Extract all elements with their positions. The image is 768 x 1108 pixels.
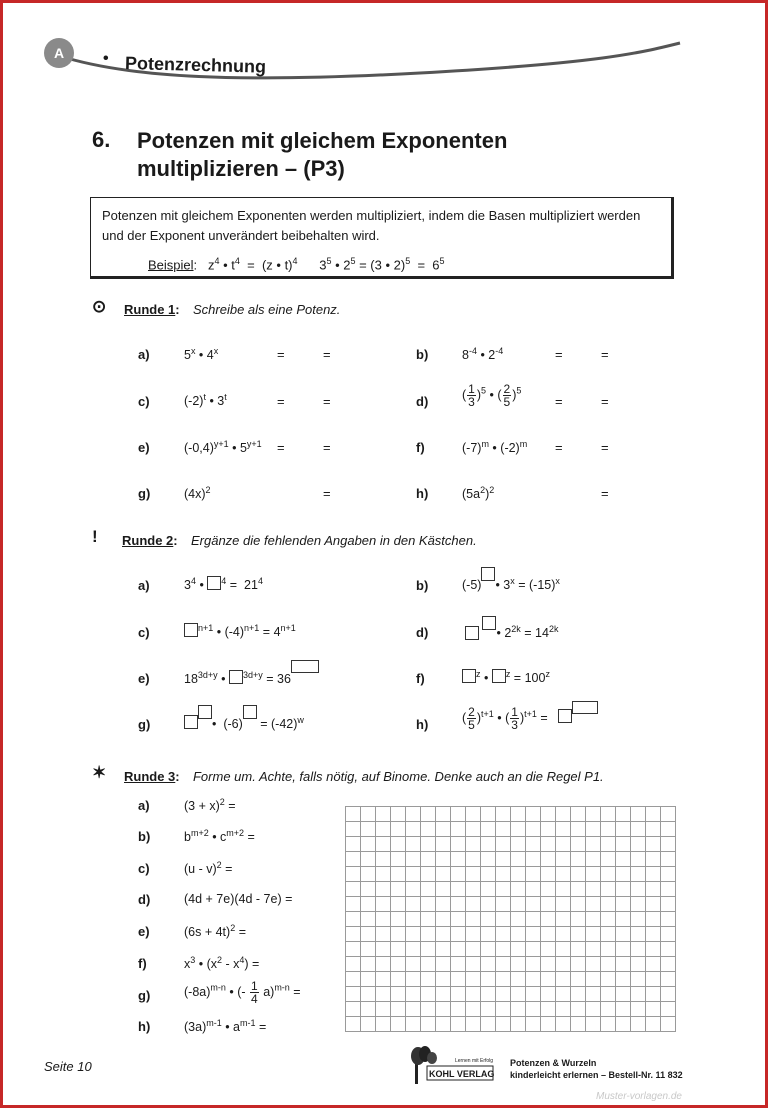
watermark: Muster-vorlagen.de [596, 1091, 682, 1102]
r3-expr-d: (4d + 7e)(4d - 7e) = [184, 892, 293, 906]
r2-expr-a: $3^4$ • $^4 = 21^4$ [184, 576, 263, 593]
answer-box[interactable] [572, 701, 598, 714]
section-badge: A [44, 38, 74, 68]
section-number: 6. [92, 127, 111, 152]
r1-expr-f: $(-7)^m$ • $(-2)^m$ [462, 439, 528, 456]
round3-label: Runde 3 [124, 769, 176, 784]
r1-expr-a: 5$^x$ • 4$^x$ [184, 346, 219, 363]
r1-label-h: h) [416, 486, 429, 501]
r1-expr-c: $(-2)^t$ • 3$^t$ [184, 392, 227, 409]
r1-label-g: g) [138, 486, 151, 501]
round2-task: Ergänze die fehlenden Angaben in den Kästchen. [190, 533, 477, 548]
r1-expr-d: ( $\frac{1}{3}$ )$^5$ • ( $\frac{2}{5}$ )$^5$ [462, 382, 522, 409]
r1-label-a: a) [138, 347, 150, 362]
grid-paper[interactable] [345, 806, 676, 1032]
r1-eq: = [601, 394, 609, 409]
r1-eq: = [555, 440, 563, 455]
round1-task: Schreibe als eine Potenz. [192, 302, 341, 317]
product-title: Potenzen & Wurzeln [510, 1058, 597, 1068]
exclamation-icon: ! [92, 527, 98, 546]
rule-text: Potenzen mit gleichem Exponenten werden multipliziert, indem die Basen multipliziert werden und der Exponent unverändert beibehalten wird. [102, 208, 641, 243]
logo-tagline: Lernen mit Erfolg [455, 1058, 494, 1064]
r2-label-g: g) [138, 717, 151, 732]
r2-label-c: c) [138, 625, 150, 640]
r1-expr-e: $(-0,4)^{y+1}$ • $5^{y+1}$ [184, 439, 262, 456]
r3-expr-a: $(3 + x)^2$ = [184, 797, 236, 814]
r3-label-d: d) [138, 892, 151, 907]
r1-eq: = [277, 347, 285, 362]
tree-logo-icon [410, 1044, 494, 1086]
header-bullet: • [103, 50, 109, 67]
r3-label-g: g) [138, 988, 151, 1003]
answer-box[interactable] [184, 715, 198, 729]
round1-heading [124, 301, 340, 319]
r3-label-e: e) [138, 924, 150, 939]
answer-box[interactable] [198, 705, 212, 719]
round2-colon: : [173, 533, 178, 548]
product-order: kinderleicht erlernen – Bestell-Nr. 11 832 [510, 1070, 683, 1080]
r1-eq: = [601, 440, 609, 455]
r3-label-c: c) [138, 861, 150, 876]
round1-label: Runde 1 [124, 302, 176, 317]
r3-expr-g: $(-8a)^{m-n}$ • (- $\frac{1}{4}$ a)$^{m-n}$ = [184, 979, 301, 1006]
r3-label-b: b) [138, 829, 151, 844]
example-colon: : [193, 257, 198, 273]
r1-eq: = [555, 394, 563, 409]
r2-expr-d: • $2^{2k} = 14^{2k}$ [465, 616, 558, 632]
answer-box[interactable] [184, 623, 198, 637]
r1-eq: = [277, 394, 285, 409]
section-title [137, 127, 507, 183]
r2-expr-c: $^{n+1}$ • $(-4)^{n+1} = 4^{n+1}$ [184, 623, 296, 639]
r2-expr-b: (-5) • $3^x = (-15)^x$ [462, 567, 560, 583]
r3-expr-f: $x^3$ • $(x^2 - x^4)$ = [184, 955, 260, 972]
r1-eq: = [323, 486, 331, 501]
answer-box[interactable] [482, 616, 496, 630]
r1-label-d: d) [416, 394, 429, 409]
r1-eq: = [323, 347, 331, 362]
r1-eq: = [555, 347, 563, 362]
logo-text: KOHL VERLAG [429, 1069, 495, 1079]
round2-label: Runde 2 [122, 533, 174, 548]
answer-box[interactable] [558, 709, 572, 723]
answer-box[interactable] [462, 669, 476, 683]
r2-expr-f: $^z$ • $^z = 100^z$ [462, 669, 550, 685]
r2-label-f: f) [416, 671, 425, 686]
round3-colon: : [175, 769, 180, 784]
header-title: Potenzrechnung [124, 53, 267, 77]
r3-expr-b: $b^{m+2}$ • $c^{m+2}$ = [184, 828, 255, 845]
r2-label-h: h) [416, 717, 429, 732]
answer-box[interactable] [465, 626, 479, 640]
r1-eq: = [323, 394, 331, 409]
r2-label-b: b) [416, 578, 429, 593]
r2-label-a: a) [138, 578, 150, 593]
round3-task: Forme um. Achte, falls nötig, auf Binome. Denke auch an die Regel P1. [192, 769, 604, 784]
answer-box[interactable] [492, 669, 506, 683]
answer-box[interactable] [291, 660, 319, 673]
r3-expr-c: (u - v)$^2$ = [184, 860, 233, 877]
example-label: Beispiel [148, 257, 194, 273]
answer-box[interactable] [481, 567, 495, 581]
r1-label-e: e) [138, 440, 150, 455]
r2-label-e: e) [138, 671, 150, 686]
r1-expr-b: $8^{-4}$ • $2^{-4}$ [462, 346, 504, 363]
r1-eq: = [277, 440, 285, 455]
page-number: Seite 10 [44, 1059, 92, 1074]
r1-expr-g: $(4x)^2$ [184, 485, 211, 502]
section-title-line2: multiplizieren – (P3) [137, 156, 345, 181]
round2-heading [122, 532, 477, 550]
r1-label-f: f) [416, 440, 425, 455]
star-icon: ✶ [92, 763, 107, 782]
section-title-line1: Potenzen mit gleichem Exponenten [137, 128, 508, 153]
r3-expr-e: $(6s + 4t)^2$ = [184, 923, 246, 940]
round3-heading [124, 768, 604, 786]
r3-label-f: f) [138, 956, 147, 971]
round1-colon: : [175, 302, 180, 317]
r1-eq: = [601, 486, 609, 501]
answer-box[interactable] [229, 670, 243, 684]
r3-label-a: a) [138, 798, 150, 813]
answer-box[interactable] [243, 705, 257, 719]
r1-eq: = [601, 347, 609, 362]
rule-example: Beispiel: $z^4$ • $t^4 = (z$ • t)$^4$ $3^5$ • $2^5 = (3$ • $2)^5 = 6^5$ [148, 256, 445, 273]
r2-label-d: d) [416, 625, 429, 640]
r1-expr-h: $(5a^2)^2$ [462, 485, 495, 502]
r3-label-h: h) [138, 1019, 151, 1034]
r2-expr-g: • $(-6) = (-42)^w$ [184, 705, 304, 721]
r1-eq: = [323, 440, 331, 455]
r2-expr-e: $18^{3d+y}$ • $^{3d+y}$ = 36 [184, 660, 319, 676]
target-icon: ⊙ [92, 297, 107, 316]
r3-expr-h: $(3a)^{m-1}$ • $a^{m-1}$ = [184, 1018, 267, 1035]
r1-label-b: b) [416, 347, 429, 362]
r1-label-c: c) [138, 394, 150, 409]
answer-box[interactable] [207, 576, 221, 590]
r2-expr-h: ( $\frac{2}{5}$ )$^{t+1}$ • ( $\frac{1}{3}$ )$^{t+1}$ = [462, 704, 598, 729]
